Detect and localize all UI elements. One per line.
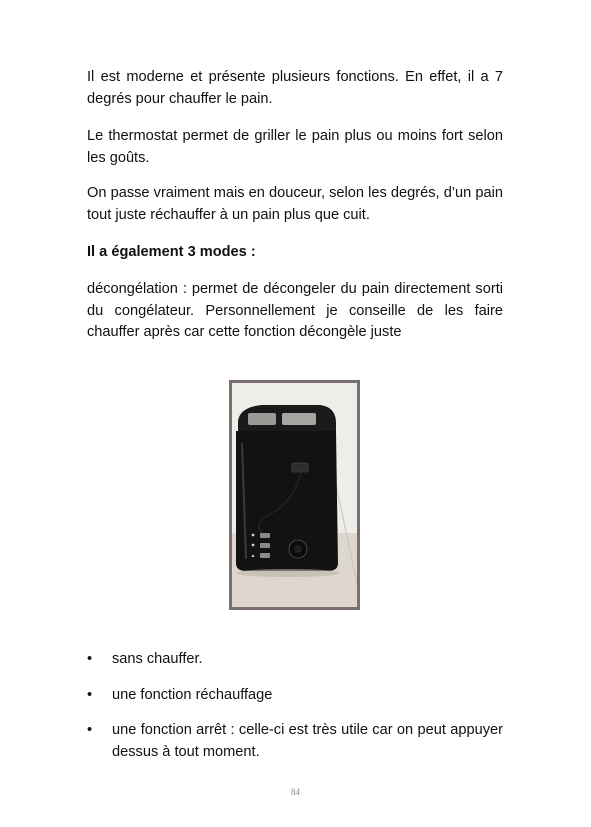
page-number: 84 [291,787,300,797]
toaster-slot-left [248,413,276,425]
list-item [87,685,503,707]
list-item [87,649,503,671]
bullet-marker: • [87,686,93,703]
toaster-illustration [232,383,357,607]
toaster-photo [232,383,357,607]
toaster-photo-frame [229,380,360,610]
list-item-text: sans chauffer. [112,651,203,667]
toaster-button-reheat [260,543,270,548]
paragraph-intro: Il est moderne et présente plusieurs fonctions. En effet, il a 7 degrés pour chauffer le pain. [87,69,503,107]
paragraph-degrees: On passe vraiment mais en douceur, selon les degrés, d’un pain tout juste réchauffer à un pain plus que cuit. [87,185,503,223]
paragraph-defrost: décongélation : permet de décongeler du pain directement sorti du congélateur. Personnellement je conseille de les faire chauffer après car cette fonction décongèle juste [87,281,503,340]
paragraph-thermostat: Le thermostat permet de griller le pain plus ou moins fort selon les goûts. [87,128,503,166]
bullet-marker: • [87,651,93,667]
bullet-marker: • [87,722,93,738]
list-item-text: une fonction réchauffage [112,686,273,703]
toaster-button-defrost [260,533,270,538]
toaster-lever [292,463,308,472]
toaster-slot-right [282,413,316,425]
modes-heading: Il a également 3 modes : [87,244,256,260]
list-item [87,720,503,763]
list-item-text: une fonction arrêt : celle-ci est très utile car on peut appuyer dessus à tout moment. [112,722,503,760]
toaster-button-stop [260,553,270,558]
modes-list [87,649,503,763]
